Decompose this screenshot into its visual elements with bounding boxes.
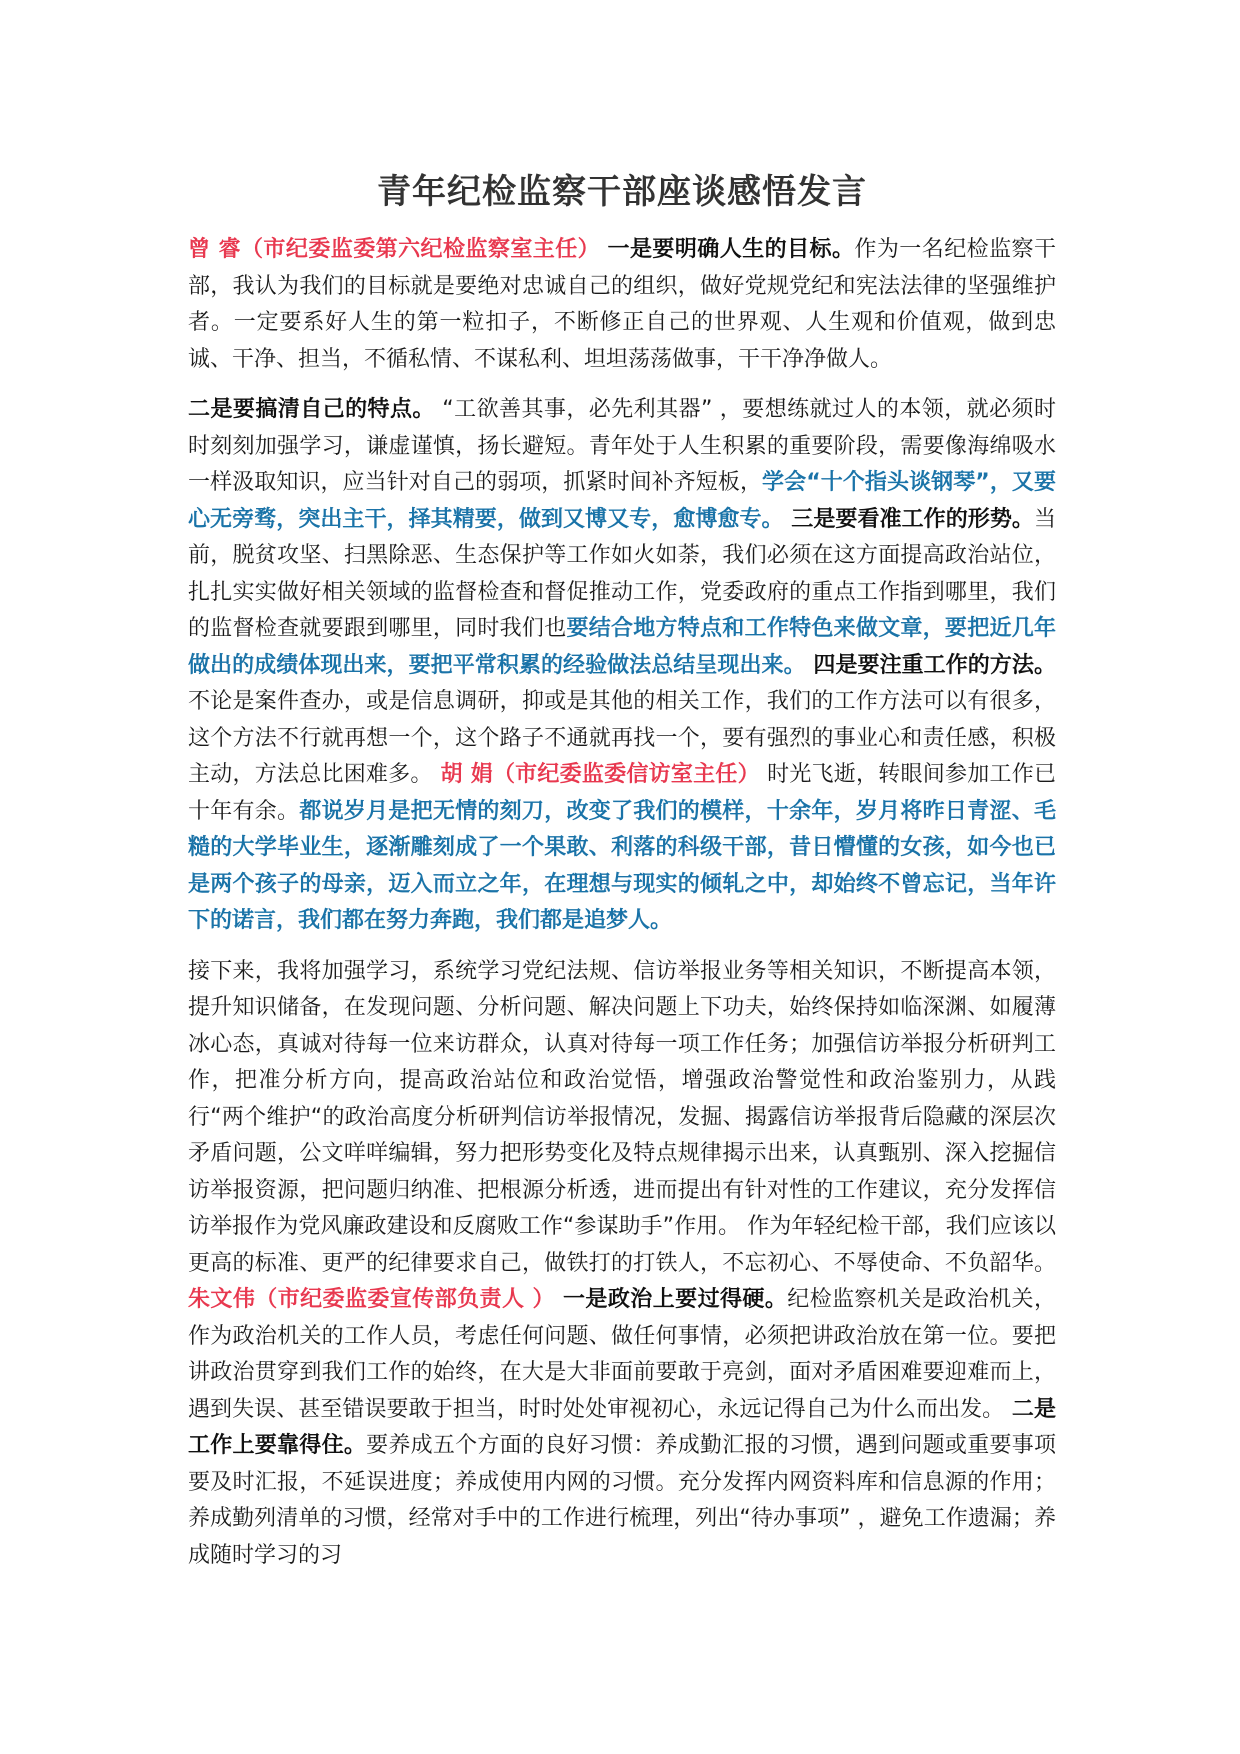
point-heading: 二是要搞清自己的特点。 <box>188 397 435 422</box>
body-text: 当前，脱贫攻坚、扫黑除恶、生态保护等工作如火如荼，我们必须在这方面提高政治站位，扎扎实实做好相关领域的监督检查和督促推动工作，党委政府的重点工作指到哪里，我们的监督检查就要跟到哪里，同时我们也 <box>188 506 1056 641</box>
highlight-text: 学会“十个指头谈钢琴”，又要心无旁骛，突出主干，择其精要，做到又博又专，愈博愈专。 <box>188 470 1056 532</box>
point-heading: 一是政治上要过得硬。 <box>554 1287 788 1312</box>
body-text: 要养成五个方面的良好习惯：养成勤汇报的习惯，遇到问题或重要事项要及时汇报，不延误进度；养成使用内网的习惯。充分发挥内网资料库和信息源的作用；养成勤列清单的习惯，经常对手中的工作进行梳理，列出“待办事项” ，避免工作遗漏；养成随时学习的习 <box>188 1433 1056 1568</box>
body-text: 接下来，我将加强学习，系统学习党纪法规、信访举报业务等相关知识，不断提高本领，提升知识储备，在发现问题、分析问题、解决问题上下功夫，始终保持如临深渊、如履薄冰心态，真诚对待每一位来访群众，认真对待每一项工作任务；加强信访举报分析研判工作，把准分析方向，提高政治站位和政治觉悟，增强政治警觉性和政治鉴别力，从践行“两个维护“的政治高度分析研判信访举报情况，发掘、揭露信访举报背后隐藏的深层次矛盾问题，公文咩咩编辑，努力把形势变化及特点规律揭示出来，认真甄别、深入挖掘信访举报资源，把问题归纳准、把根源分析透，进而提出有针对性的工作建议，充分发挥信访举报作为党风廉政建设和反腐败工作“参谋助手”作用。 作为年轻纪检干部，我们应该以更高的标准、更严的纪律要求自己，做铁打的打铁人，不忘初心、不辱使命、不负韶华。 <box>188 958 1056 1276</box>
body-text: 不论是案件查办，或是信息调研，抑或是其他的相关工作，我们的工作方法可以有很多，这个方法不行就再想一个，这个路子不通就再找一个，要有强烈的事业心和责任感，积极主动，方法总比困难多。 <box>188 689 1056 787</box>
point-heading: 三是要看准工作的形势。 <box>783 506 1034 532</box>
speaker-name: 朱文伟（市纪委监委宣传部负责人 ） <box>188 1287 555 1312</box>
document-page <box>188 170 1056 1588</box>
point-heading: 四是要注重工作的方法。 <box>805 652 1056 678</box>
body-text: “工欲善其事，必先利其器” ，要想练就过人的本领，就必须时时刻刻加强学习，谦虚谨慎，扬长避短。青年处于人生积累的重要阶段，需要像海绵吸水一样汲取知识，应当针对自己的弱项，抓紧时间补齐短板， <box>188 397 1056 495</box>
paragraph-1 <box>188 232 1056 378</box>
highlight-text: 都说岁月是把无情的刻刀，改变了我们的模样，十余年，岁月将昨日青涩、毛糙的大学毕业生，逐渐雕刻成了一个果敢、利落的科级干部，昔日懵懂的女孩，如今也已是两个孩子的母亲，迈入而立之年，在理想与现实的倾轧之中，却始终不曾忘记，当年许下的诺言，我们都在努力奔跑，我们都是追梦人。 <box>188 798 1056 933</box>
point-heading: 二是工作上要靠得住。 <box>188 1396 1056 1458</box>
body-text: 作为一名纪检监察干部，我认为我们的目标就是要绝对忠诚自己的组织，做好党规党纪和宪法法律的坚强维护者。一定要系好人生的第一粒扣子，不断修正自己的世界观、人生观和价值观，做到忠诚、干净、担当，不循私情、不谋私利、坦坦荡荡做事，干干净净做人。 <box>188 237 1056 372</box>
point-heading: 一是要明确人生的目标。 <box>607 237 855 262</box>
paragraph-2 <box>188 392 1056 940</box>
document-title: 青年纪检监察干部座谈感悟发言 <box>377 172 867 212</box>
speaker-name: 曾 睿（市纪委监委第六纪检监察室主任） <box>188 237 601 262</box>
body-text: 时光飞逝，转眼间参加工作已十年有余。 <box>188 762 1056 824</box>
highlight-text: 要结合地方特点和工作特色来做文章，要把近几年做出的成绩体现出来，要把平常积累的经验做法总结呈现出来。 <box>188 616 1056 678</box>
paragraph-3 <box>188 954 1056 1575</box>
body-text: 纪检监察机关是政治机关，作为政治机关的工作人员，考虑任何问题、做任何事情，必须把讲政治放在第一位。要把讲政治贯穿到我们工作的始终，在大是大非面前要敢于亮剑，面对矛盾困难要迎难而上，遇到失误、甚至错误要敢于担当，时时处处审视初心，永远记得自己为什么而出发。 <box>188 1287 1056 1422</box>
speaker-name: 胡 娟（市纪委监委信访室主任） <box>432 762 760 787</box>
